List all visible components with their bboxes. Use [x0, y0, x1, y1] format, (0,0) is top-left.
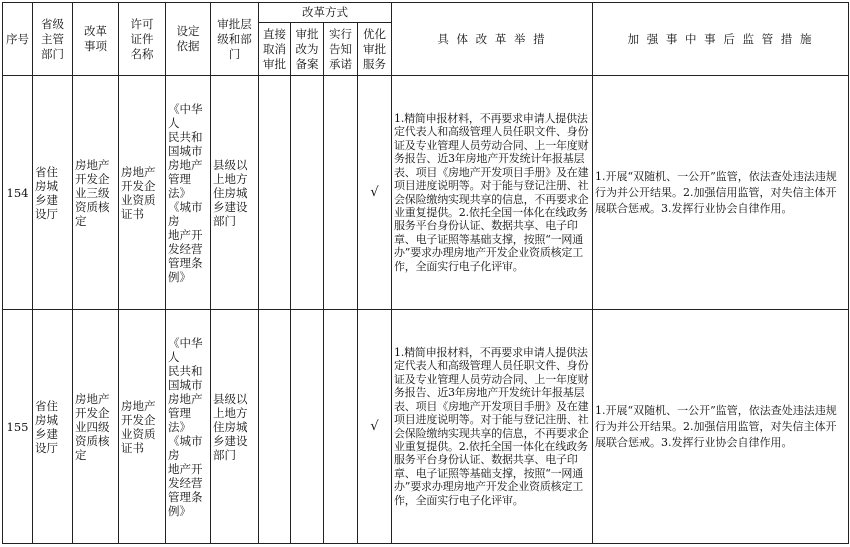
cell-mode-cancel	[259, 310, 291, 544]
cell-dept: 省住 房城 乡建 设厅	[33, 76, 73, 310]
cell-basis: 《中华人 民共和 国城市 房地产 管理法》 《城市房 地产开 发经营 管理条 例》	[166, 76, 211, 310]
reform-table	[2, 2, 849, 544]
cell-license: 房地产 开发企 业资质 证书	[119, 310, 166, 544]
cell-measures: 1.精简申报材料，不再要求申请人提供法定代表人和高级管理人员任职文件、身份证及专业管理人员劳动合同、上一年度财务报告、近3年房地产开发统计年报基层表、项目《房地产开发项目手册》及在建项目进度说明等。对于能与登记注册、社会保险缴纳实现共享的信息，不再要求企业重复提供。2.依托全国一体化在线政务服务平台身份认证、数据共享、电子印章、电子证照等基础支撑，按照“一网通办”要求办理房地产开发企业资质核定工作，全面实行电子化评审。	[392, 76, 593, 310]
cell-item: 房地产 开发企 业四级 资质核 定	[73, 310, 119, 544]
cell-supervision: 1.开展“双随机、一公开”监管，依法查处违法违规行为并公开结果。2.加强信用监管，对失信主体开展联合惩戒。3.发挥行业协会自律作用。	[593, 310, 849, 544]
cell-mode-cancel	[259, 76, 291, 310]
cell-mode-notify	[324, 310, 358, 544]
cell-measures: 1.精简申报材料，不再要求申请人提供法定代表人和高级管理人员任职文件、身份证及专业管理人员劳动合同、上一年度财务报告、近3年房地产开发统计年报基层表、项目《房地产开发项目手册》及在建项目进度说明等。对于能与登记注册、社会保险缴纳实现共享的信息，不再要求企业重复提供。2.依托全国一体化在线政务服务平台身份认证、数据共享、电子印章、电子证照等基础支撑，按照“一网通办”要求办理房地产开发企业资质核定工作，全面实行电子化评审。	[392, 310, 593, 544]
cell-seq: 154	[3, 76, 33, 310]
header-reform-modes: 改革方式	[259, 3, 392, 23]
table-row	[3, 310, 849, 544]
header-license: 许可 证件 名称	[119, 3, 166, 76]
cell-level: 县级以 上地方 住房城 乡建设 部门	[211, 310, 259, 544]
header-measures: 具 体 改 革 举 措	[392, 3, 593, 76]
cell-level: 县级以 上地方 住房城 乡建设 部门	[211, 76, 259, 310]
header-mode-record: 审批 改为 备案	[291, 23, 324, 76]
cell-supervision: 1.开展“双随机、一公开”监管，依法查处违法违规行为并公开结果。2.加强信用监管，对失信主体开展联合惩戒。3.发挥行业协会自律作用。	[593, 76, 849, 310]
header-dept: 省级 主管 部门	[33, 3, 73, 76]
header-seq: 序号	[3, 3, 33, 76]
cell-basis: 《中华人 民共和 国城市 房地产 管理法》 《城市房 地产开 发经营 管理条 例》	[166, 310, 211, 544]
cell-mode-notify	[324, 76, 358, 310]
header-supervision: 加 强 事 中 事 后 监 管 措 施	[593, 3, 849, 76]
cell-mode-record	[291, 76, 324, 310]
header-item: 改革 事项	[73, 3, 119, 76]
cell-mode-optimize: √	[358, 310, 392, 544]
header-row-1	[3, 3, 849, 23]
cell-dept: 省住 房城 乡建 设厅	[33, 310, 73, 544]
table-row	[3, 76, 849, 310]
header-mode-notify: 实行 告知 承诺	[324, 23, 358, 76]
cell-license: 房地产 开发企 业资质 证书	[119, 76, 166, 310]
header-mode-optimize: 优化 审批 服务	[358, 23, 392, 76]
header-mode-cancel: 直接 取消 审批	[259, 23, 291, 76]
cell-seq: 155	[3, 310, 33, 544]
cell-mode-optimize: √	[358, 76, 392, 310]
header-level: 审批层 级和部 门	[211, 3, 259, 76]
header-basis: 设定 依据	[166, 3, 211, 76]
cell-mode-record	[291, 310, 324, 544]
cell-item: 房地产 开发企 业三级 资质核 定	[73, 76, 119, 310]
